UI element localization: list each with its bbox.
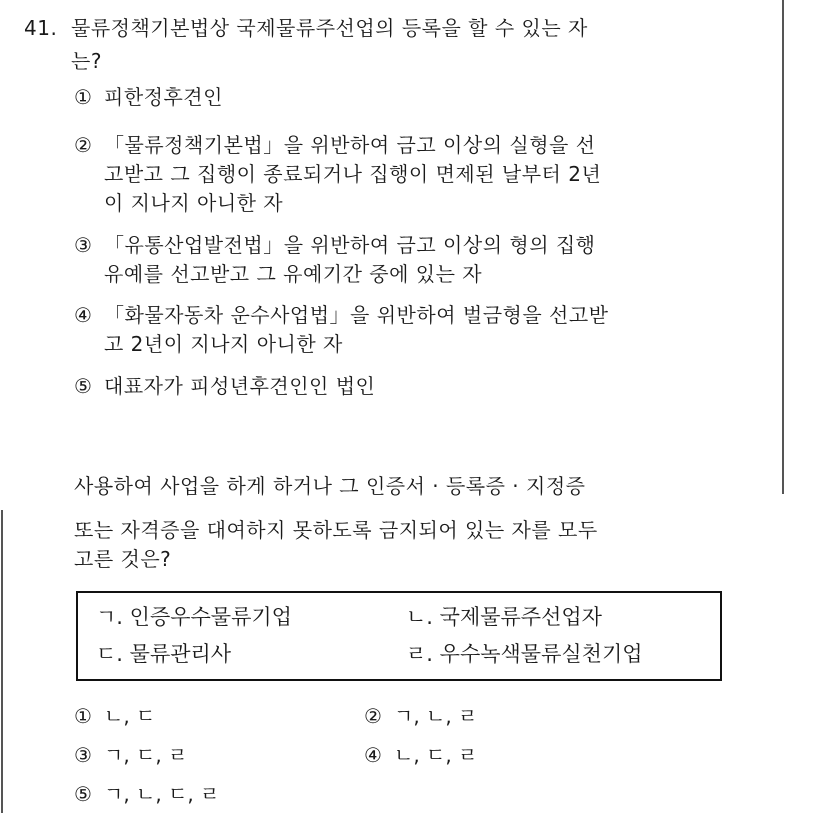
- option-3-line-2: 유예를 선고받고 그 유예기간 중에 있는 자: [104, 262, 483, 286]
- option-4[interactable]: [74, 303, 608, 327]
- option-text-line-1: 「화물자동차 운수사업법」을 위반하여 벌금형을 선고받: [104, 303, 609, 327]
- option-marker: ①: [74, 704, 92, 728]
- box-item-text: 우수녹색물류실천기업: [439, 642, 643, 666]
- option-text-line-1: 「물류정책기본법」을 위반하여 금고 이상의 실형을 선: [104, 133, 596, 157]
- question-stem-line-1: 물류정책기본법상 국제물류주선업의 등록을 할 수 있는 자: [71, 16, 588, 40]
- option-text: 대표자가 피성년후견인인 법인: [104, 374, 376, 398]
- box-item-text: 물류관리사: [129, 642, 232, 666]
- option-2-line-2: 고받고 그 집행이 종료되거나 집행이 면제된 날부터 2년: [104, 162, 602, 186]
- option-3[interactable]: [74, 233, 596, 257]
- box-item-label: ㄹ.: [406, 642, 433, 666]
- answer-option-3[interactable]: [74, 743, 187, 767]
- column-divider-top: [782, 0, 784, 494]
- box-item-rieul: [406, 641, 643, 667]
- option-5[interactable]: [74, 374, 375, 398]
- box-item-digeut: [96, 641, 231, 667]
- option-text: ㄱ, ㄷ, ㄹ: [104, 743, 188, 767]
- option-marker: ②: [74, 133, 93, 157]
- option-4-line-2: 고 2년이 지나지 아니한 자: [104, 332, 343, 356]
- option-marker: ①: [74, 85, 93, 109]
- option-marker: ③: [74, 233, 93, 257]
- box-item-label: ㄱ.: [96, 605, 123, 629]
- option-text: 피한정후견인: [104, 85, 223, 109]
- option-1[interactable]: [74, 85, 223, 109]
- option-text: ㄴ, ㄷ, ㄹ: [394, 743, 478, 767]
- option-2[interactable]: [74, 133, 596, 157]
- answer-option-1[interactable]: [74, 704, 155, 728]
- option-marker: ③: [74, 743, 92, 767]
- box-item-text: 인증우수물류기업: [129, 605, 292, 629]
- box-item-label: ㄴ.: [406, 605, 433, 629]
- option-text: ㄱ, ㄴ, ㄷ, ㄹ: [104, 782, 220, 806]
- box-item-giyeok: [96, 604, 292, 630]
- question-number: 41.: [24, 16, 58, 40]
- question-stem-line-3: 고른 것은?: [74, 547, 172, 571]
- option-text: ㄱ, ㄴ, ㄹ: [394, 704, 478, 728]
- option-marker: ④: [364, 743, 382, 767]
- option-text-line-1: 「유통산업발전법」을 위반하여 금고 이상의 형의 집행: [104, 233, 596, 257]
- answer-option-4[interactable]: [364, 743, 477, 767]
- choices-box: [76, 591, 722, 681]
- box-item-nieun: [406, 604, 602, 630]
- option-marker: ⑤: [74, 782, 92, 806]
- box-item-text: 국제물류주선업자: [439, 605, 602, 629]
- option-2-line-3: 이 지나지 아니한 자: [104, 191, 284, 215]
- question-stem-line-2: 는?: [71, 49, 102, 73]
- box-item-label: ㄷ.: [96, 642, 123, 666]
- answer-option-2[interactable]: [364, 704, 477, 728]
- column-divider-bottom: [1, 510, 3, 813]
- question-stem-line-1: 사용하여 사업을 하게 하거나 그 인증서 · 등록증 · 지정증: [74, 474, 586, 498]
- question-stem-line-2: 또는 자격증을 대여하지 못하도록 금지되어 있는 자를 모두: [74, 518, 598, 542]
- answer-option-5[interactable]: [74, 782, 219, 806]
- option-text: ㄴ, ㄷ: [104, 704, 156, 728]
- option-marker: ⑤: [74, 374, 93, 398]
- option-marker: ④: [74, 303, 93, 327]
- option-marker: ②: [364, 704, 382, 728]
